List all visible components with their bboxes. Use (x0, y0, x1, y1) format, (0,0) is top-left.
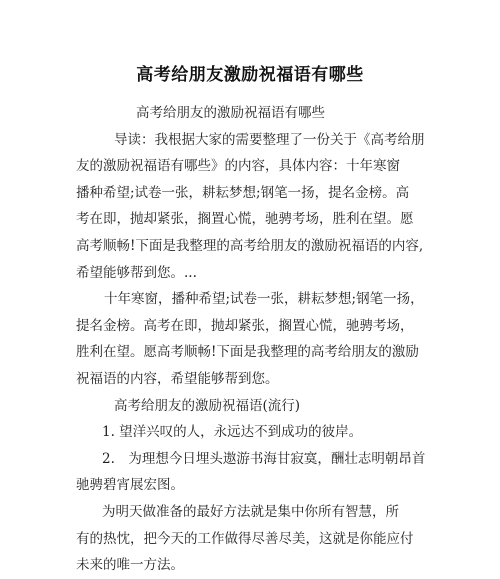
subtitle-line: 高考给朋友的激励祝福语有哪些 (136, 105, 325, 121)
paragraph-line: 未来的唯一方法。 (76, 557, 184, 574)
paragraph-line: 祝福语的内容，希望能够帮到您。 (76, 370, 279, 387)
paragraph-line: 提名金榜。高考在即，抛却紧张，搁置心慌，驰骋考场， (76, 317, 414, 334)
paragraph-line: 驰骋碧宵展宏图。 (76, 477, 184, 494)
paragraph-line: 胜利在望。愿高考顺畅!下面是我整理的高考给朋友的激励 (76, 344, 419, 361)
paragraph-line: 希望能够帮到您。... (76, 264, 197, 281)
list-item: 1. 望洋兴叹的人，永远达不到成功的彼岸。 (102, 424, 363, 441)
paragraph-line: 友的激励祝福语有哪些》的内容，具体内容：十年寒窗 (76, 158, 400, 175)
paragraph-line: 考在即，抛却紧张，搁置心慌，驰骋考场，胜利在望。愿 (76, 211, 414, 228)
paragraph-line: 为明天做准备的最好方法就是集中你所有智慧，所 (102, 503, 399, 520)
list-item: 2. 为理想今日埋头遨游书海甘寂寞，酬壮志明朝昂首 (102, 450, 426, 467)
document-title: 高考给朋友激励祝福语有哪些 (136, 65, 364, 85)
paragraph-line: 导读：我根据大家的需要整理了一份关于《高考给朋 (114, 131, 425, 148)
paragraph-line: 播种希望;试卷一张，耕耘梦想;钢笔一扬，提名金榜。高 (76, 184, 410, 201)
section-heading: 高考给朋友的激励祝福语(流行) (114, 397, 301, 414)
document-body (76, 100, 436, 579)
paragraph-line: 有的热忱，把今天的工作做得尽善尽美，这就是你能应付 (76, 530, 414, 547)
paragraph-line: 高考顺畅!下面是我整理的高考给朋友的激励祝福语的内容, (76, 237, 424, 254)
paragraph-line: 十年寒窗，播种希望;试卷一张，耕耘梦想;钢笔一扬， (104, 291, 424, 308)
